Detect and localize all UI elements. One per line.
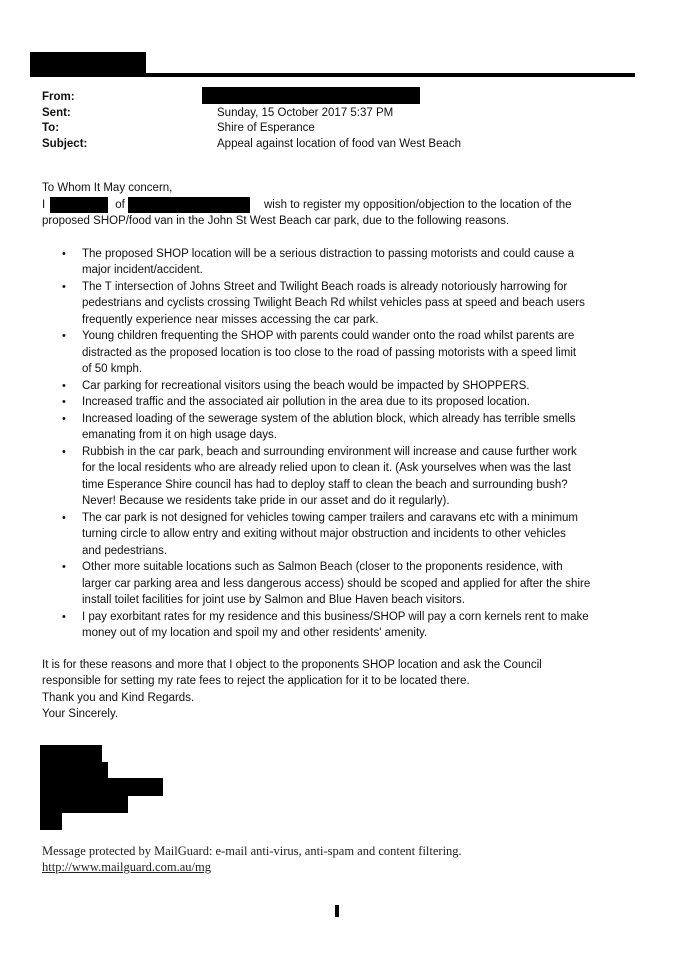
reason-line: install toilet facilities for joint use by Salmon and Blue Haven beach visitors. [82,594,465,606]
to-value: Shire of Esperance [217,122,315,134]
closing-line: Thank you and Kind Regards. [42,691,195,704]
page-marker [335,905,339,917]
closing-line: responsible for setting my rate fees to reject the application for it to be located there. [42,675,470,687]
subject-label: Subject: [42,137,88,150]
to-row [42,121,642,137]
reason-line: Never! Because we residents take pride in our asset and do it regularly). [82,495,450,507]
reason-line: • I pay exorbitant rates for my residence and this business/SHOP will pay a corn kernels rent to make [82,610,589,623]
reason-line: • The car park is not designed for vehicles towing camper trailers and caravans etc with a minimum [82,511,578,524]
intro-of: of [115,198,125,211]
reason-line: larger car parking area and less dangerous access) should be scoped and applied for after the shire [82,577,591,590]
reason-line: pedestrians and cyclists crossing Twilight Beach Rd whilst vehicles pass at speed and beach users [82,297,585,309]
reason-line: • Rubbish in the car park, beach and surrounding environment will increase and cause further work [82,445,577,458]
reason-line: distracted as the proposed location is too close to the road of passing motorists with a speed limit [82,346,577,359]
reason-line: • Car parking for recreational visitors using the beach would be impacted by SHOPPERS. [82,379,530,392]
reason-item [42,411,634,444]
reason-line: emanating from it on high usage days. [82,429,277,441]
closing-paragraph [42,657,634,723]
intro-i: I [42,198,46,211]
reason-line: • The T intersection of Johns Street and Twilight Beach roads is already notoriously harrowing for [82,280,568,293]
header-rule [30,73,635,77]
redacted-name [50,197,108,213]
salutation: To Whom It May concern, [42,182,173,194]
mailguard-notice: Message protected by MailGuard: e-mail anti-virus, anti-spam and content filtering. [42,844,462,858]
reason-line: and pedestrians. [82,544,168,557]
reason-line: for the local residents who are already relied upon to clean it. (Ask yourselves when was the last [82,462,572,474]
sent-value: Sunday, 15 October 2017 5:37 PM [217,106,394,119]
reason-line: • Increased traffic and the associated air pollution in the area due to its proposed location. [82,396,530,408]
reason-item [42,609,634,642]
mailguard-footer [42,843,462,875]
reason-line: • Young children frequenting the SHOP with parents could wander onto the road whilst parents are [82,330,575,342]
closing-line: It is for these reasons and more that I object to the proponents SHOP location and ask the Council [42,658,542,671]
reason-item [42,328,634,378]
redacted-address [128,197,250,213]
reason-line: • Increased loading of the sewerage system of the ablution block, which already has terrible smells [82,412,576,425]
reason-item [42,378,634,395]
redacted-from-address [202,87,420,104]
sent-row [42,106,642,122]
reason-item [42,559,634,609]
reason-line: major incident/accident. [82,264,203,276]
reason-item [42,394,634,411]
reason-line: turning circle to allow entry and exiting without major obstruction and incidents to other vehicles [82,528,566,540]
reason-item [42,444,634,510]
reason-line: time Esperance Shire council has had to deploy staff to clean the beach and surrounding bush? [82,478,568,491]
to-label: To: [42,122,60,134]
subject-row [42,137,642,153]
reason-item [42,279,634,329]
reason-line: • The proposed SHOP location will be a serious distraction to passing motorists and could cause a [82,247,574,260]
reasons-list [42,246,634,642]
sent-label: Sent: [42,106,71,119]
closing-line: Your Sincerely. [42,708,119,720]
subject-value: Appeal against location of food van West Beach [217,137,462,150]
reason-line: money out of my location and spoil my and other residents' amenity. [82,627,428,639]
reason-item [42,510,634,560]
intro-rest: wish to register my opposition/objection to the location of the [264,198,572,211]
reason-line: frequently experience near misses accessing the car park. [82,313,379,326]
reason-line: of 50 kmph. [82,363,143,375]
email-body [42,180,634,723]
intro-line-2: proposed SHOP/food van in the John St West Beach car park, due to the following reasons. [42,215,510,227]
reason-item [42,246,634,279]
reason-line: • Other more suitable locations such as Salmon Beach (closer to the proponents residence, with [82,561,563,573]
from-label: From: [42,91,75,103]
mailguard-link[interactable]: http://www.mailguard.com.au/mg [42,860,211,874]
